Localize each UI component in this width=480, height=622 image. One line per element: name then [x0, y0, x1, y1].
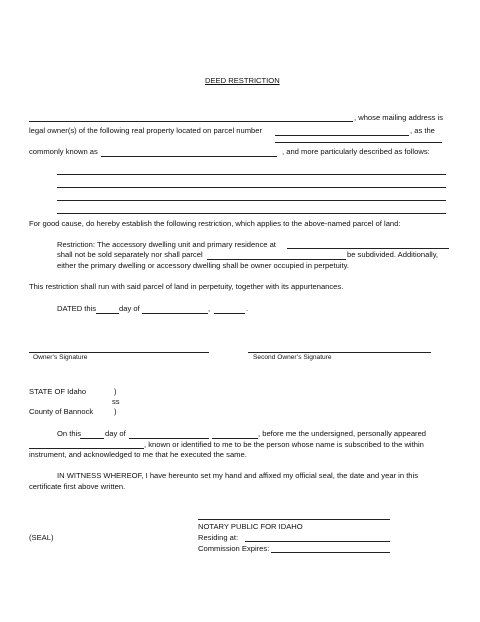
witness-line-2: certificate first above written.	[29, 482, 126, 491]
county-text: County of Bannock	[29, 407, 94, 416]
ack-before-me-text: , before me the undersigned, personally appeared	[258, 429, 427, 438]
owner-signature-line	[29, 352, 209, 353]
ack-year-blank	[212, 438, 258, 439]
dated-year-blank	[214, 313, 245, 314]
mailing-address-text: , whose mailing address is	[354, 113, 444, 122]
seal-text: (SEAL)	[29, 533, 54, 542]
dated-period: .	[246, 304, 249, 313]
residing-at-text: Residing at:	[198, 533, 239, 542]
known-as-blank	[101, 156, 277, 157]
restriction-line-3: either the primary dwelling or accessory dwelling shall be owner occupied in perpetuity.	[57, 261, 349, 270]
notary-title: NOTARY PUBLIC FOR IDAHO	[198, 522, 303, 531]
legal-description-line-4	[57, 213, 446, 214]
ack-day-of-text: day of	[105, 429, 126, 438]
second-owner-signature-line	[248, 352, 431, 353]
described-as-text: , and more particularly described as follows:	[282, 147, 430, 156]
parcel-number-blank	[275, 135, 409, 136]
commission-expires-blank	[271, 552, 390, 553]
notary-signature-line	[198, 519, 390, 520]
runs-with-land-text: This restriction shall run with said parcel of land in perpetuity, together with its appurtenances.	[29, 282, 344, 291]
venue-ss: ss	[112, 397, 120, 406]
residing-at-blank	[245, 541, 390, 542]
legal-description-line-1	[57, 174, 446, 175]
dated-day-of-text: day of	[119, 304, 140, 313]
document-title: DEED RESTRICTION	[205, 76, 280, 85]
good-cause-text: For good cause, do hereby establish the following restriction, which applies to the above-named parcel of land:	[29, 219, 401, 228]
dated-comma: ,	[208, 304, 211, 313]
venue-paren-2: )	[114, 407, 117, 416]
restriction-line-2a: shall not be sold separately nor shall parcel	[57, 250, 203, 259]
ack-month-blank	[129, 438, 209, 439]
ack-line-3: instrument, and acknowledged to me that he executed the same.	[29, 450, 247, 459]
dated-day-blank	[96, 313, 119, 314]
restriction-line-1: Restriction: The accessory dwelling unit and primary residence at	[57, 240, 276, 249]
ack-day-blank	[80, 438, 104, 439]
state-text: STATE OF Idaho	[29, 387, 87, 396]
ack-on-this-text: On this	[57, 429, 82, 438]
ack-person-blank	[29, 448, 144, 449]
residence-address-blank	[287, 248, 449, 249]
commission-expires-text: Commission Expires:	[198, 544, 270, 553]
dated-this-text: DATED this	[57, 304, 97, 313]
as-the-text: , as the	[410, 126, 435, 135]
mailing-address-blank	[275, 142, 442, 143]
second-owner-signature-label: Second Owner’s Signature	[253, 354, 332, 361]
venue-paren-1: )	[114, 387, 117, 396]
legal-description-line-2	[57, 187, 446, 188]
dated-month-blank	[142, 313, 208, 314]
owner-name-blank	[29, 121, 353, 122]
owner-signature-label: Owner’s Signature	[33, 354, 88, 361]
owner-parcel-text: legal owner(s) of the following real property located on parcel number	[29, 126, 262, 135]
commonly-known-text: commonly known as	[29, 147, 98, 156]
restriction-line-2b: be subdivided. Additionally,	[347, 250, 439, 259]
witness-line-1: IN WITNESS WHEREOF, I have hereunto set my hand and affixed my official seal, the date and year in this	[57, 471, 419, 480]
ack-known-text: , known or identified to me to be the person whose name is subscribed to the within	[144, 440, 424, 449]
parcel-blank	[207, 259, 346, 260]
legal-description-line-3	[57, 200, 446, 201]
